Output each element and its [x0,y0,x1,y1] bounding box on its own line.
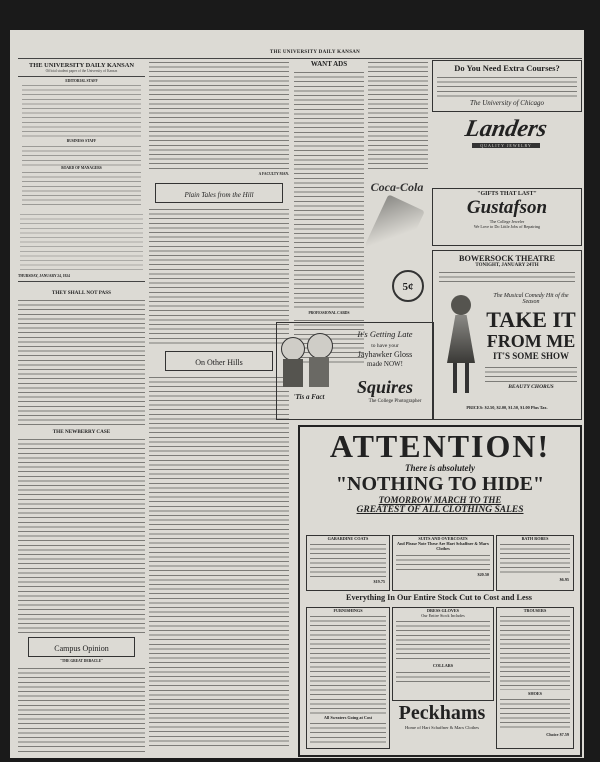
paper-subtitle: Official student paper of the University of Kansas [45,69,118,73]
bowersock-title: BOWERSOCK THEATRE [459,254,555,263]
bowersock-prices: PRICES: $2.50, $2.00, $1.50, $1.00 Plus Tax. [466,405,548,410]
date-line: THURSDAY, JANUARY 24, 1924 [18,274,70,279]
middle-column [149,60,289,755]
editorial-body-2 [18,437,145,633]
staff-list [22,83,141,139]
squires-logo: Squires [356,377,414,397]
take-it-text: TAKE IT [486,307,576,332]
editorial-title-2: THE NEWBERRY CASE [52,428,111,435]
there-is-text: There is absolutely [405,463,475,473]
masthead-rule [18,58,582,59]
greatest-sale: GREATEST OF ALL CLOTHING SALES [356,505,524,515]
price-badge: 5¢ [392,270,424,302]
suits-box: SUITS AND OVERCOATS And Please Note These Are Hart Schaffner & Marx Clothes $20.50 [392,535,494,591]
gustafson-logo: Gustafson [466,197,548,218]
plain-tales-body [149,207,289,347]
campus-opinion-body [18,666,145,752]
coca-cola-ad [366,180,428,314]
business-staff-heading: BUSINESS STAFF [66,139,97,144]
coca-cola-logo: Coca-Cola [370,180,424,194]
board-heading: BOARD OF MANAGERS [61,165,102,170]
gabardine-box: GABARDINE COATS $19.75 [306,535,390,591]
some-show-text: IT'S SOME SHOW [492,351,570,361]
gustafson-ad [432,188,582,246]
nothing-to-hide: "NOTHING TO HIDE" [335,473,545,495]
jayhawker-line-3: made NOW! [367,360,403,368]
gifts-that-last: "GIFTS THAT LAST" [477,191,537,197]
campus-opinion-heading: Campus Opinion [28,637,135,657]
dancer-illustration [443,295,479,395]
landers-ad [432,116,580,154]
professional-cards-heading: PROFESSIONAL CARDS [308,311,350,315]
faculty-man-signature: A FACULTY MAN. [258,172,289,176]
paper-name: THE UNIVERSITY DAILY KANSAN [29,62,134,69]
letter-body [149,60,289,172]
gustafson-sub: The College Jeweler [489,219,525,224]
gustafson-tag: We Love to Do Little Jobs of Repairing [473,224,541,230]
beauty-chorus-text: BEAUTY CHORUS [508,384,554,390]
attention-heading: ATTENTION! [329,428,551,464]
dress-gloves-box: DRESS GLOVES Our Entire Stock Includes COLLARS [392,607,494,701]
bowersock-date: TONIGHT, JANUARY 24TH [475,263,539,268]
campus-opinion-title: "THE GREAT DEBACLE" [59,658,104,663]
tomorrow-text: TOMORROW MARCH TO THE [378,495,502,505]
newspaper-page [10,30,584,758]
chicago-extension-ad [432,60,582,112]
trousers-box: TROUSERS SHOES Choice $7.59 [496,607,574,749]
landers-sub: QUALITY JEWELRY [472,143,540,148]
editorial-body-1 [18,298,145,426]
furnishings-box: FURNISHINGS All Sweaters Going at Cost [306,607,390,749]
everything-cut: Everything In Our Entire Stock Cut to Cost and Less [346,593,532,602]
page-masthead: THE UNIVERSITY DAILY KANSAN [269,50,361,55]
jayhawker-line-2: Jayhawker Gloss [357,350,413,359]
squires-sub: The College Photographer [368,399,422,404]
extra-courses-heading: Do You Need Extra Courses? [454,63,560,73]
jayhawker-line-1: to have your [371,343,399,349]
bowersock-tagline: The Musical Comedy Hit of the Season [493,293,569,305]
chicago-name: The University of Chicago [469,99,545,107]
plain-tales-heading: Plain Tales from the Hill [155,183,283,203]
want-ads-heading: WANT ADS [310,60,348,68]
editorial-column [18,60,145,755]
squires-ad [276,322,434,420]
peckhams-ad [298,425,582,757]
getting-late: It's Getting Late [357,329,413,339]
want-ads-listings [294,70,364,308]
other-hills-body [149,375,289,747]
services-column [368,60,428,175]
bowersock-ad [432,250,582,420]
from-me-text: FROM ME [486,331,576,351]
cartoon-illustration [281,331,333,391]
landers-logo: Landers [463,116,550,142]
bath-robes-box: BATH ROBES $6.95 [496,535,574,591]
editorial-staff-heading: EDITORIAL STAFF [65,78,98,83]
its-a-fact: 'Tis a Fact [293,393,325,401]
peckhams-logo: Peckhams [398,702,486,724]
editorial-title-1: THEY SHALL NOT PASS [51,289,112,296]
on-other-hills-heading: On Other Hills [165,351,273,371]
peckhams-sub: Home of Hart Schaffner & Marx Clothes [405,725,479,730]
glass-illustration [366,194,425,265]
